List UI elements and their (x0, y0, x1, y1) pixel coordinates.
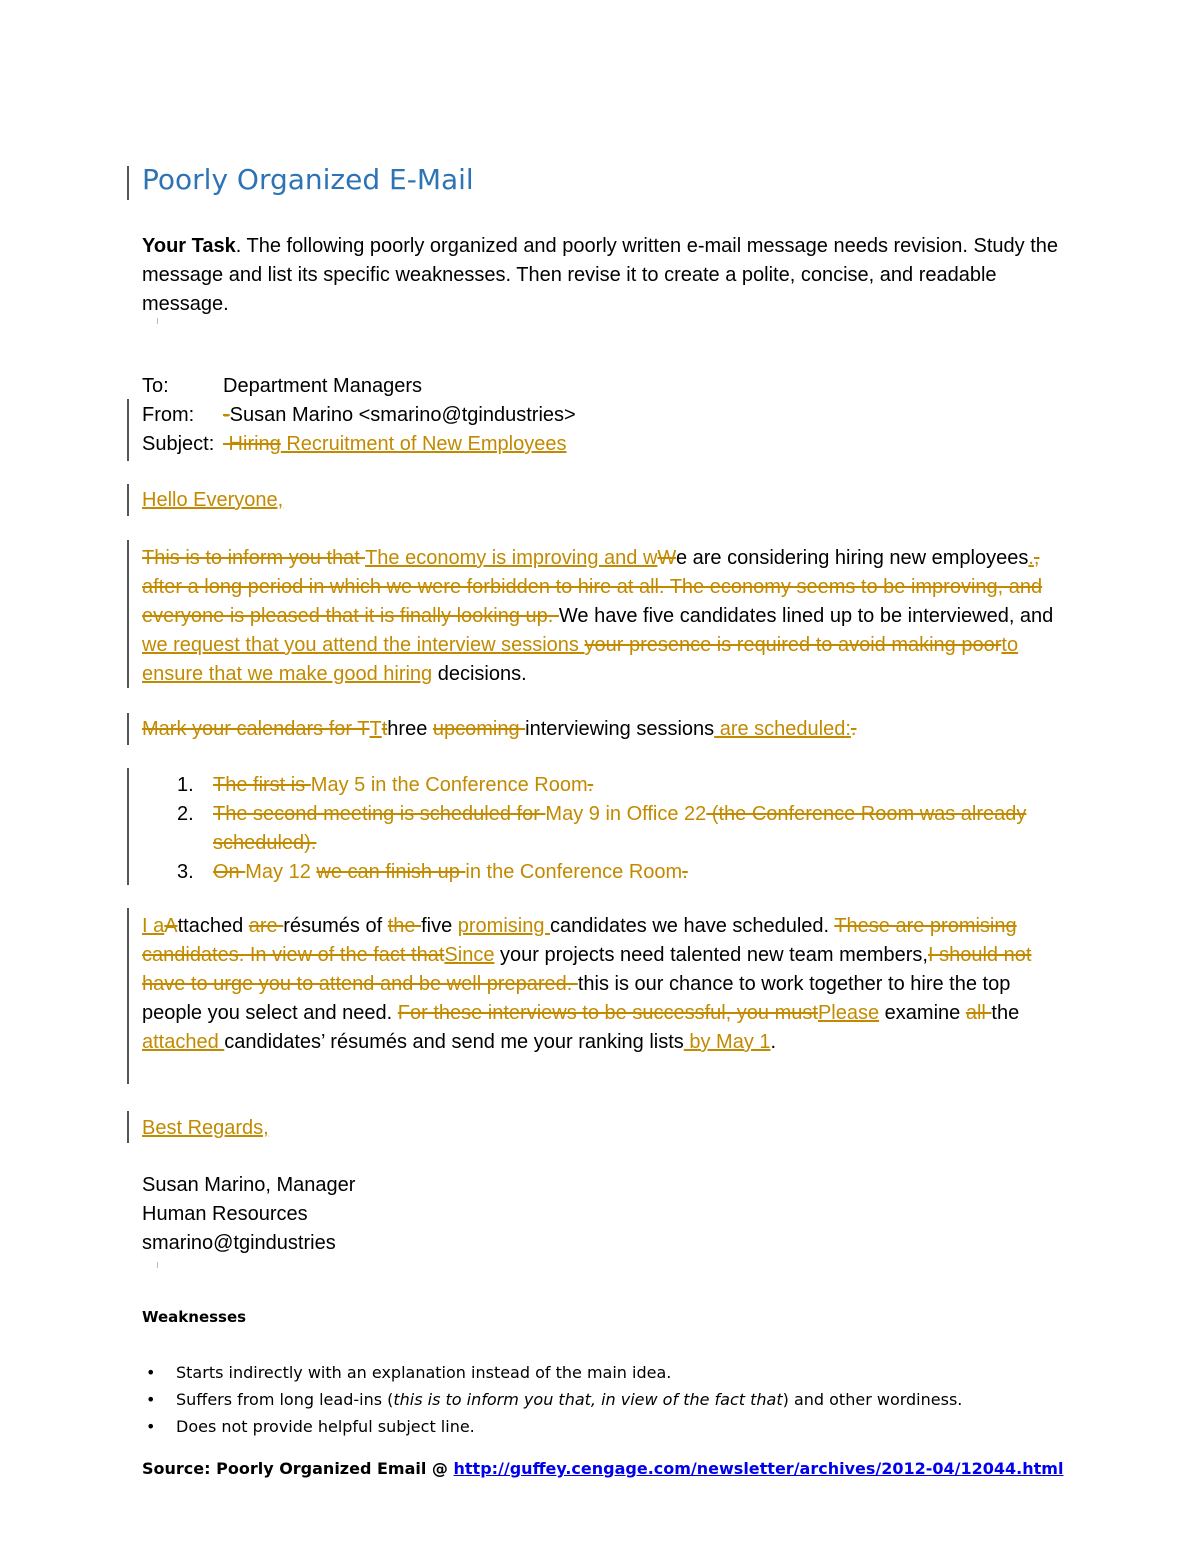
deleted-text: On (213, 861, 246, 883)
list-number: 1. (177, 774, 194, 796)
to-value: Department Managers (223, 375, 422, 397)
email-to-line (142, 372, 422, 401)
source-label: Source: Poorly Organized Email @ (142, 1459, 454, 1478)
deleted-text: upcoming (432, 718, 526, 740)
body-text: decisions. (432, 663, 527, 685)
task-paragraph (142, 232, 1072, 319)
inserted-text: we request that you attend the interview sessions (142, 634, 585, 656)
deleted-text: all (965, 1002, 992, 1024)
list-number: 2. (177, 803, 194, 825)
body-text: examine (879, 1002, 966, 1024)
body-text: five (421, 915, 458, 937)
deleted-text: the (387, 915, 422, 937)
body-text: e are considering hiring new employees (675, 547, 1029, 569)
body-text: ttached (177, 915, 249, 937)
task-label: Your Task (142, 235, 236, 257)
bullet-icon: • (146, 1363, 156, 1382)
inserted-text: Recruitment of New Employees (280, 433, 567, 455)
deleted-text: The second meeting is scheduled for (213, 803, 546, 825)
deleted-text: These are promising candidates. In view of the fact that (142, 915, 1017, 966)
deleted-text: Mark your calendars for T (142, 718, 370, 740)
inserted-text: to ensure that we make good hiring (142, 634, 1019, 685)
greeting: Hello Everyone, (142, 489, 284, 511)
session-text: May 12 (245, 861, 317, 883)
list-item (142, 1413, 1102, 1440)
inserted-text: The economy is improving and w (365, 547, 658, 569)
paragraph-2 (142, 715, 1072, 744)
body-text: hree (387, 718, 433, 740)
deleted-text: This is to inform you that (142, 547, 366, 569)
body-text: résumés of (283, 915, 388, 937)
inserted-text: by May 1 (683, 1031, 771, 1053)
signature-email: smarino@tgindustries (142, 1232, 336, 1254)
paragraph-3 (142, 912, 1072, 1057)
deleted-text: , after a long period in which we were forbidden to hire at all. The economy seems to be improving, and everyone is pleased that it is finally looking up. (142, 547, 1043, 627)
list-item (142, 1359, 1102, 1386)
deleted-text: (the Conference Room was already scheduled). (213, 803, 1027, 854)
deleted-text: t (381, 718, 388, 740)
body-text: candidates we have scheduled. (550, 915, 835, 937)
list-number: 3. (177, 861, 194, 883)
deleted-text: For these interviews to be successful, you must (397, 1002, 818, 1024)
bullet-icon: • (146, 1390, 156, 1409)
change-bar (127, 1111, 129, 1143)
weakness-text: Starts indirectly with an explanation instead of the main idea. (176, 1363, 672, 1382)
deleted-text: are (248, 915, 284, 937)
body-text: We have five candidates lined up to be interviewed, and (558, 605, 1054, 627)
deleted-text: we can finish up (316, 861, 466, 883)
email-subject-line (142, 430, 566, 459)
session-text: May 5 in the Conference Room (310, 774, 588, 796)
deleted-text: . (682, 861, 688, 883)
change-bar (127, 484, 129, 516)
change-bar (127, 399, 129, 461)
email-from-line (142, 401, 576, 430)
body-text: the (991, 1002, 1020, 1024)
deleted-text: I should not have to urge you to attend and be well prepared. (142, 944, 1032, 995)
from-label: From: (142, 404, 195, 426)
paragraph-1 (142, 544, 1072, 689)
inserted-text: I a (142, 915, 165, 937)
inserted-text: are scheduled (714, 718, 846, 740)
session-text: in the Conference Room (465, 861, 683, 883)
change-bar (127, 713, 129, 745)
deleted-text: W (657, 547, 676, 569)
inserted-text: Please (817, 1002, 880, 1024)
margin-mark (157, 1262, 158, 1268)
page-title: Poorly Organized E-Mail (142, 163, 474, 196)
change-bar (127, 768, 129, 885)
deleted-text: . (587, 774, 594, 796)
task-text: . The following poorly organized and poorly written e-mail message needs revision. Study the message and list its specific weaknesses. Then revise it to create a polite, concise, and readable message. (142, 235, 1059, 315)
body-text: your projects need talented new team members, (494, 944, 928, 966)
body-text: candidates’ résumés and send me your ranking lists (224, 1031, 684, 1053)
weakness-text: Suffers from long lead-ins ( (176, 1390, 394, 1409)
bullet-icon: • (146, 1417, 156, 1436)
body-text: interviewing sessions (525, 718, 715, 740)
deleted-text: A (164, 915, 178, 937)
closing: Best Regards, (142, 1117, 269, 1139)
change-bar (127, 166, 129, 200)
to-label: To: (142, 375, 169, 397)
deleted-text: The first is (213, 774, 311, 796)
session-list (142, 771, 1042, 887)
list-item (142, 771, 1042, 800)
signature-block (142, 1171, 355, 1258)
signature-department: Human Resources (142, 1203, 308, 1225)
inserted-text: T (369, 718, 382, 740)
source-link[interactable]: http://guffey.cengage.com/newsletter/archives/2012-04/12044.html (453, 1459, 1064, 1478)
change-bar (127, 908, 129, 1084)
subject-label: Subject: (142, 433, 215, 455)
weakness-text: Does not provide helpful subject line. (176, 1417, 475, 1436)
source-line (142, 1459, 1063, 1478)
list-item (142, 800, 1042, 858)
from-value: Susan Marino <smarino@tgindustries> (229, 404, 576, 426)
weaknesses-list (142, 1359, 1102, 1440)
inserted-text: attached (142, 1031, 225, 1053)
inserted-text: Since (444, 944, 495, 966)
body-text: . (770, 1031, 777, 1053)
deleted-text: . (850, 718, 857, 740)
inserted-text: : (845, 718, 851, 740)
weakness-text: ) and other wordiness. (782, 1390, 963, 1409)
inserted-text: . (1028, 547, 1034, 569)
deleted-text: your presence is required to avoid making poor (584, 634, 1002, 656)
deleted-text: - (223, 404, 230, 426)
signature-name: Susan Marino, Manager (142, 1174, 356, 1196)
body-text: this is our chance to work together to hire the top people you select and need. (142, 973, 1011, 1024)
list-item (142, 858, 1042, 887)
weaknesses-heading: Weaknesses (142, 1308, 247, 1326)
change-bar (127, 540, 129, 688)
session-text: May 9 in Office 22 (545, 803, 707, 825)
list-item (142, 1386, 1102, 1413)
deleted-text: Hiring (223, 433, 281, 455)
weakness-example: this is to inform you that, in view of the fact that (393, 1390, 783, 1409)
inserted-text: promising (457, 915, 551, 937)
